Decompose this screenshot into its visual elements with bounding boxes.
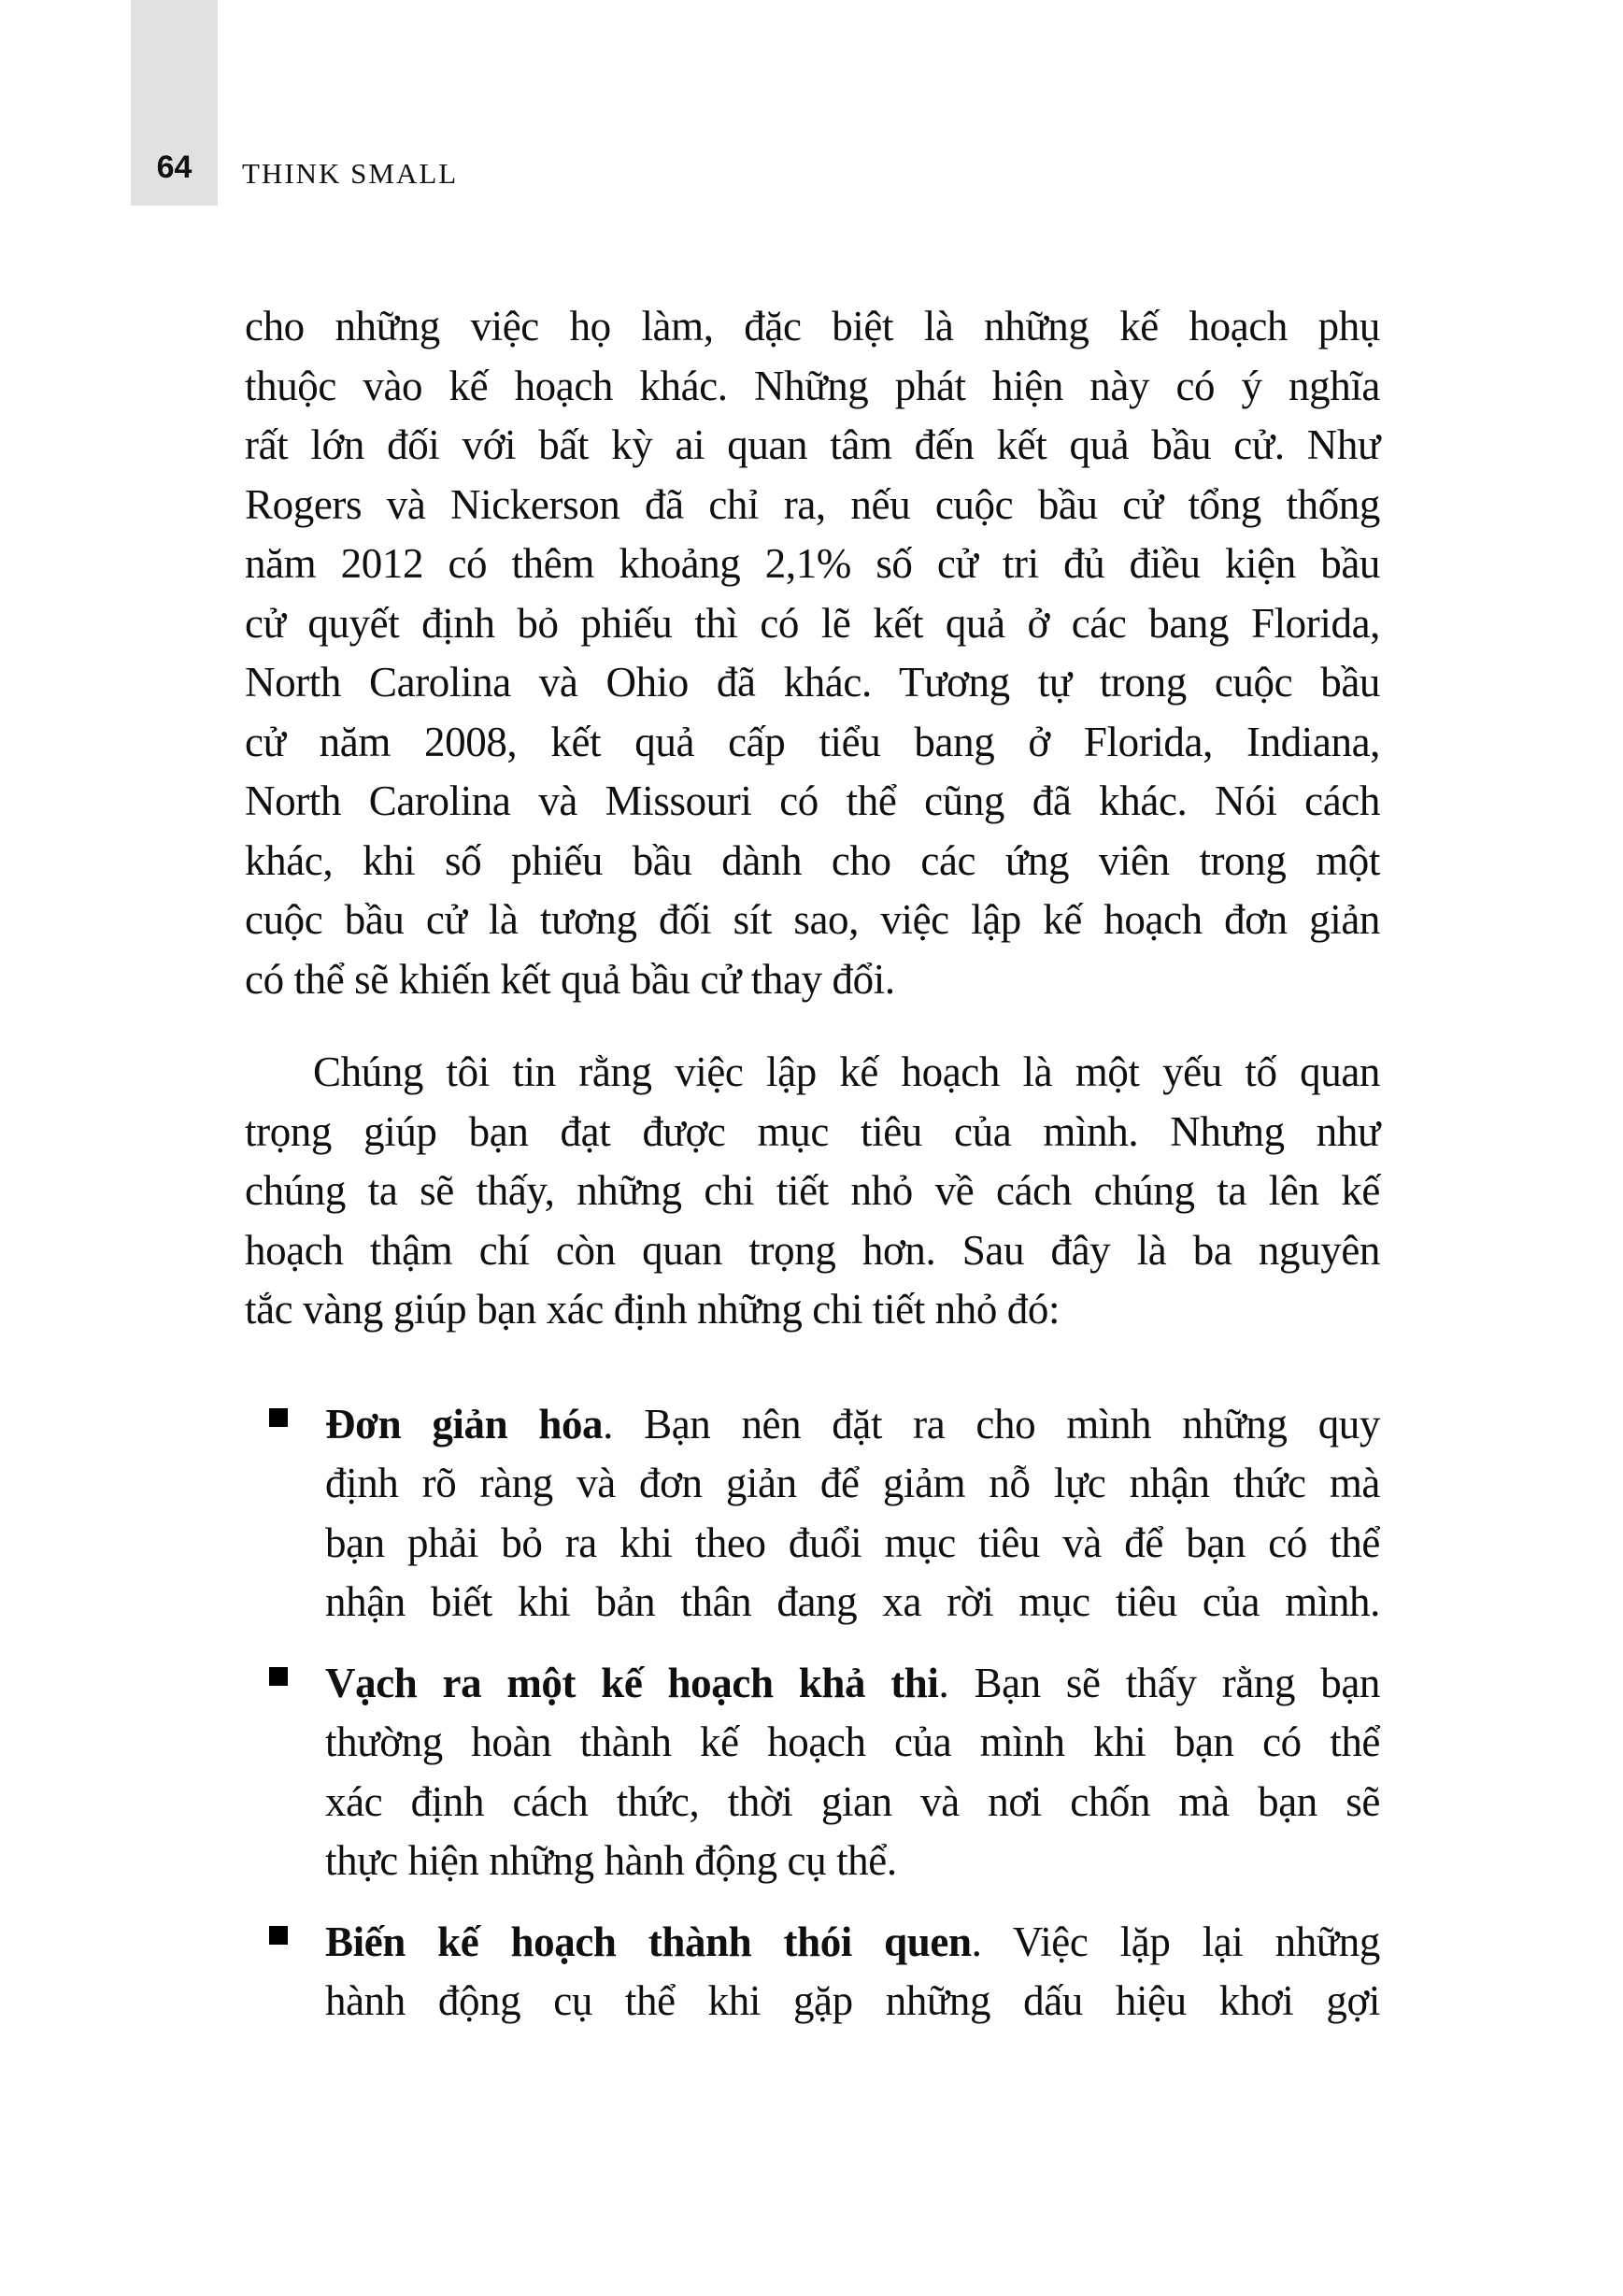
text-line: tắc vàng giúp bạn xác định những chi tiết nhỏ đó: (245, 1286, 1061, 1333)
text-line: hành động cụ thể khi gặp những dấu hiệu khơi gợi (325, 1977, 1380, 2024)
text-line: thực hiện những hành động cụ thể. (325, 1837, 897, 1884)
text-line: định rõ ràng và đơn giản để giảm nỗ lực nhận thức mà (325, 1460, 1380, 1506)
page-number-bar (131, 0, 218, 206)
text-line: xác định cách thức, thời gian và nơi chốn mà bạn sẽ (325, 1777, 1380, 1825)
text-line: Chúng tôi tin rằng việc lập kế hoạch là một yếu tố quan (313, 1048, 1380, 1095)
bullet-lead: Biến kế hoạch thành thói quen (325, 1918, 972, 1965)
running-title: THINK SMALL (242, 157, 459, 190)
bullet-square-icon (269, 1667, 288, 1686)
text-line: nhận biết khi bản thân đang xa rời mục tiêu của mình. (325, 1578, 1380, 1625)
bullet-lead: Vạch ra một kế hoạch khả thi (325, 1659, 939, 1706)
text-line: cho những việc họ làm, đặc biệt là những kế hoạch phụ (245, 303, 1380, 349)
text-line: rất lớn đối với bất kỳ ai quan tâm đến kết quả bầu cử. Như (245, 421, 1380, 468)
text-line: thuộc vào kế hoạch khác. Những phát hiện này có ý nghĩa (245, 362, 1380, 409)
text-line: có thể sẽ khiến kết quả bầu cử thay đổi. (245, 955, 895, 1003)
text-line: chúng ta sẽ thấy, những chi tiết nhỏ về cách chúng ta lên kế (245, 1167, 1380, 1214)
text-line: cử năm 2008, kết quả cấp tiểu bang ở Florida, Indiana, (245, 718, 1380, 765)
bullet-item (245, 1395, 1380, 1633)
text-line: Biến kế hoạch thành thói quen. Việc lặp lại những (325, 1918, 1380, 1965)
paragraph (245, 1043, 1380, 1340)
text-line: thường hoàn thành kế hoạch của mình khi bạn có thể (325, 1718, 1380, 1765)
bullet-square-icon (269, 1408, 288, 1427)
text-line: cuộc bầu cử là tương đối sít sao, việc lập kế hoạch đơn giản (245, 896, 1380, 943)
text-line: Đơn giản hóa. Bạn nên đặt ra cho mình những quy (325, 1400, 1380, 1447)
text-line: Vạch ra một kế hoạch khả thi. Bạn sẽ thấy rằng bạn (325, 1659, 1380, 1706)
text-line: cử quyết định bỏ phiếu thì có lẽ kết quả ở các bang Florida, (245, 599, 1380, 647)
text-line: trọng giúp bạn đạt được mục tiêu của mình. Nhưng như (245, 1107, 1380, 1155)
body-text (245, 297, 1380, 2032)
text-line: Rogers và Nickerson đã chỉ ra, nếu cuộc bầu cử tổng thống (245, 480, 1380, 528)
paragraph (245, 297, 1380, 1009)
bullet-item (245, 1913, 1380, 2032)
bullet-list (245, 1395, 1380, 2032)
text-line: khác, khi số phiếu bầu dành cho các ứng viên trong một (245, 836, 1380, 884)
text-line: bạn phải bỏ ra khi theo đuổi mục tiêu và để bạn có thể (325, 1519, 1380, 1566)
text-line: hoạch thậm chí còn quan trọng hơn. Sau đây là ba nguyên (245, 1226, 1380, 1274)
page-number: 64 (156, 150, 192, 185)
bullet-lead: Đơn giản hóa (325, 1400, 604, 1447)
bullet-item (245, 1654, 1380, 1891)
text-line: năm 2012 có thêm khoảng 2,1% số cử tri đủ điều kiện bầu (245, 540, 1380, 587)
bullet-square-icon (269, 1926, 288, 1945)
text-line: North Carolina và Ohio đã khác. Tương tự trong cuộc bầu (245, 659, 1380, 706)
text-line: North Carolina và Missouri có thể cũng đã khác. Nói cách (245, 777, 1380, 824)
